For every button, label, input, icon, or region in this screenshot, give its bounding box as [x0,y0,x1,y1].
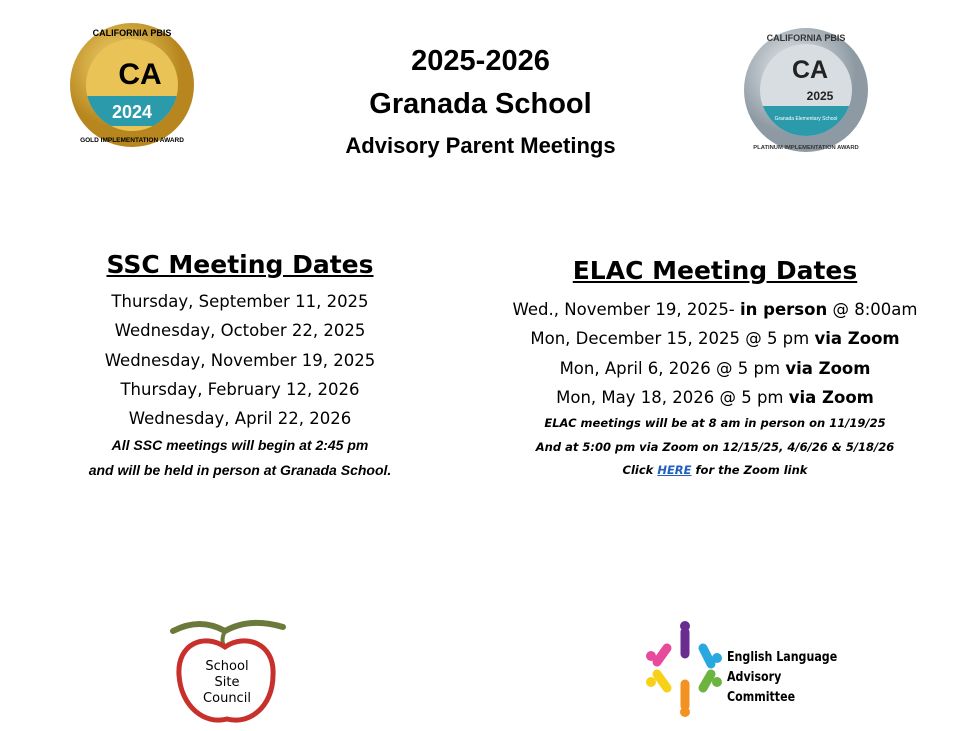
link-suffix: for the Zoom link [691,463,808,478]
elac-date-text: Mon, December 15, 2025 @ 5 pm [530,329,815,349]
elac-date-mode: via Zoom [785,358,871,378]
elac-date-time: @ 8:00am [827,300,918,319]
platinum-badge-school: Granada Elementary School [774,116,838,122]
link-prefix: Click [622,463,658,478]
school-site-council-logo [165,615,290,727]
elac-date-text: Mon, April 6, 2026 @ 5 pm [559,358,786,378]
ssc-note: All SSC meetings will begin at 2:45 pm [111,437,369,454]
elac-logo-line: English Language [727,650,838,665]
header-school: Granada School [369,88,592,120]
elac-logo [645,618,875,718]
platinum-badge-bottom-text: PLATINUM IMPLEMENTATION AWARD [753,145,859,151]
elac-section [490,256,940,483]
gold-badge-bottom-text: GOLD IMPLEMENTATION AWARD [80,137,184,144]
elac-date-mode: via Zoom [814,329,900,349]
ssc-date: Thursday, February 12, 2026 [120,379,360,399]
elac-date-text: Mon, May 18, 2026 @ 5 pm [556,387,789,407]
header-subtitle: Advisory Parent Meetings [345,133,616,158]
ssc-logo-line: Site [214,675,240,690]
elac-date [490,354,940,383]
elac-date-mode: via Zoom [788,387,874,407]
people-circle-icon [645,618,725,718]
ssc-date: Wednesday, October 22, 2025 [114,321,366,341]
header-year: 2025-2026 [411,45,550,77]
gold-pbis-award-badge [68,22,196,148]
ssc-section [40,250,440,483]
elac-date [490,383,940,412]
ssc-logo-line: School [205,659,249,674]
elac-logo-line: Advisory Committee [727,670,796,705]
ssc-heading: SSC Meeting Dates [106,250,374,279]
platinum-badge-mark: CA [791,56,829,84]
elac-zoom-link-line [490,459,940,483]
zoom-link[interactable]: HERE [657,463,692,478]
ssc-note: and will be held in person at Granada School. [88,462,392,479]
elac-date-mode: in person [740,300,828,319]
elac-date-text: Wed., November 19, 2025- [512,300,741,319]
gold-badge-mark: CA [118,58,162,91]
elac-date [490,295,940,324]
gold-badge-top-text: CALIFORNIA PBIS [92,28,172,38]
elac-heading: ELAC Meeting Dates [572,256,858,285]
elac-logo-text [727,648,853,708]
ssc-date: Wednesday, April 22, 2026 [128,409,352,429]
platinum-badge-top-text: CALIFORNIA PBIS [766,33,846,43]
elac-date [490,324,940,353]
ssc-logo-line: Council [203,691,251,706]
elac-note: ELAC meetings will be at 8 am in person on 11/19/25 [544,416,886,431]
ssc-date: Wednesday, November 19, 2025 [104,350,376,370]
gold-badge-year: 2024 [111,102,153,122]
ssc-date: Thursday, September 11, 2025 [111,292,369,311]
platinum-badge-year: 2025 [806,89,834,103]
elac-note: And at 5:00 pm via Zoom on 12/15/25, 4/6/26 & 5/18/26 [535,439,895,454]
ssc-logo-text [187,659,267,707]
